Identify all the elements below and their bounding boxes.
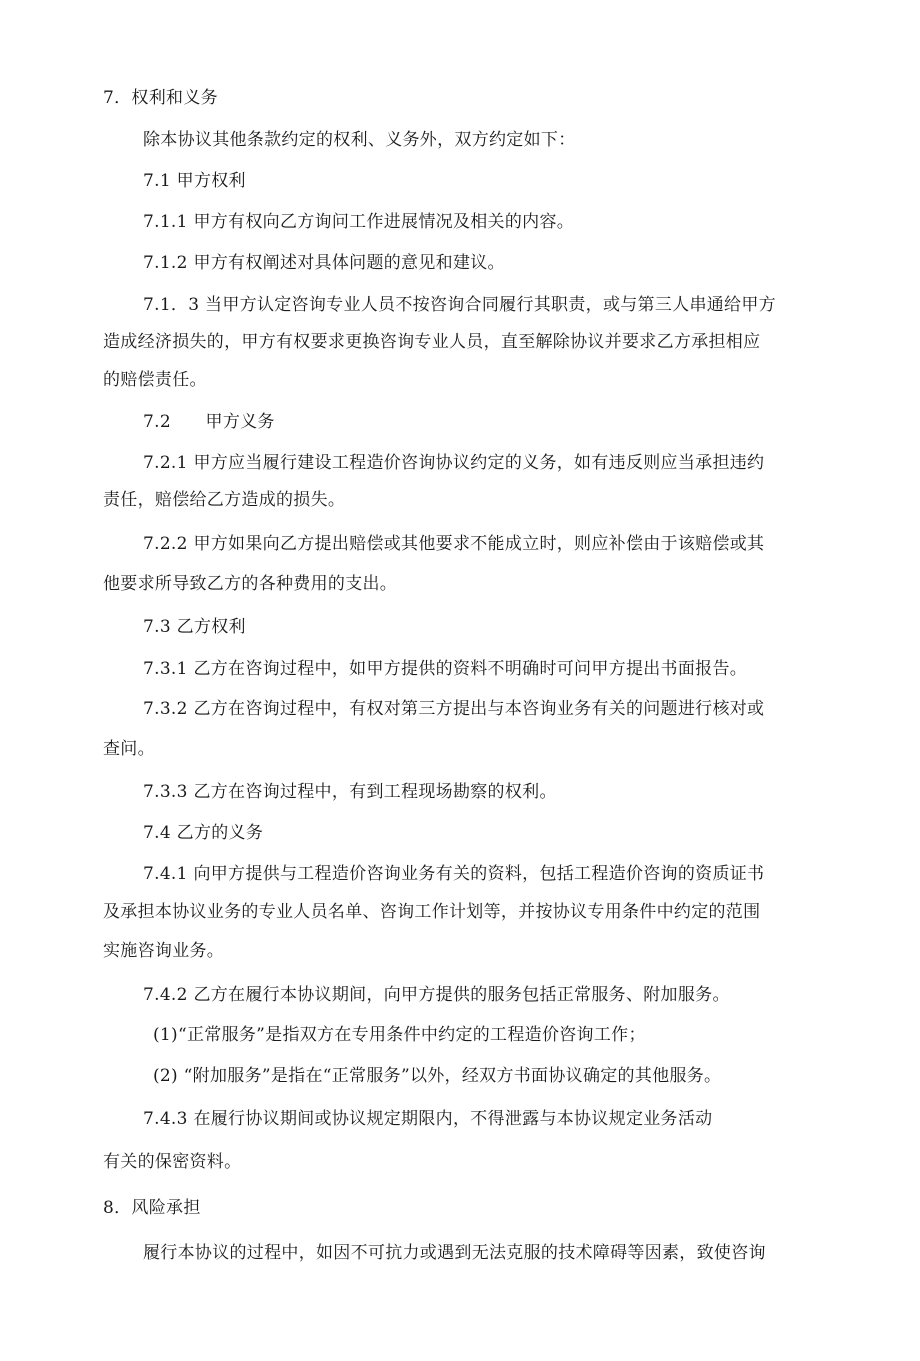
clause-7-3-heading: 7.3 乙方权利 — [143, 617, 246, 637]
clause-7-2-1-line-2: 责任，赔偿给乙方造成的损失。 — [103, 490, 346, 510]
clause-7-4-3-line-1: 7.4.3 在履行协议期间或协议规定期限内，不得泄露与本协议规定业务活动 — [143, 1109, 713, 1129]
clause-7-1-2: 7.1.2 甲方有权阐述对具体问题的意见和建议。 — [143, 253, 505, 273]
section-7-intro: 除本协议其他条款约定的权利、义务外，双方约定如下： — [143, 130, 576, 150]
clause-7-2-1-line-1: 7.2.1 甲方应当履行建设工程造价咨询协议约定的义务，如有违反则应当承担违约 — [143, 453, 765, 473]
section-8-heading: 8．风险承担 — [103, 1198, 201, 1218]
clause-7-2-heading: 7.2 甲方义务 — [143, 412, 275, 432]
clause-7-1-1: 7.1.1 甲方有权向乙方询问工作进展情况及相关的内容。 — [143, 212, 575, 232]
list-item-1: (1)“正常服务”是指双方在专用条件中约定的工程造价咨询工作； — [153, 1025, 646, 1045]
clause-7-4-1-line-3: 实施咨询业务。 — [103, 941, 225, 961]
clause-7-3-3: 7.3.3 乙方在咨询过程中，有到工程现场勘察的权利。 — [143, 782, 557, 802]
section-7-heading: 7．权利和义务 — [103, 88, 218, 108]
clause-7-1-3-line-3: 的赔偿责任。 — [103, 370, 207, 390]
clause-7-2-2-line-2: 他要求所导致乙方的各种费用的支出。 — [103, 574, 398, 594]
clause-7-4-3-line-2: 有关的保密资料。 — [103, 1152, 242, 1172]
clause-7-4-1-line-2: 及承担本协议业务的专业人员名单、咨询工作计划等，并按协议专用条件中约定的范围 — [103, 902, 761, 922]
clause-7-4-2: 7.4.2 乙方在履行本协议期间，向甲方提供的服务包括正常服务、附加服务。 — [143, 985, 730, 1005]
clause-7-1-3-line-2: 造成经济损失的，甲方有权要求更换咨询专业人员，直至解除协议并要求乙方承担相应 — [103, 332, 761, 352]
clause-7-3-2-line-1: 7.3.2 乙方在咨询过程中，有权对第三方提出与本咨询业务有关的问题进行核对或 — [143, 699, 765, 719]
clause-7-1-heading: 7.1 甲方权利 — [143, 171, 246, 191]
clause-7-1-3-line-1: 7.1．3 当甲方认定咨询专业人员不按咨询合同履行其职责，或与第三人串通给甲方 — [143, 295, 776, 315]
clause-7-2-2-line-1: 7.2.2 甲方如果向乙方提出赔偿或其他要求不能成立时，则应补偿由于该赔偿或其 — [143, 534, 765, 554]
clause-7-4-1-line-1: 7.4.1 向甲方提供与工程造价咨询业务有关的资料，包括工程造价咨询的资质证书 — [143, 864, 765, 884]
clause-7-4-heading: 7.4 乙方的义务 — [143, 823, 264, 843]
list-item-2: (2) “附加服务”是指在“正常服务”以外，经双方书面协议确定的其他服务。 — [153, 1066, 722, 1086]
clause-7-3-1: 7.3.1 乙方在咨询过程中，如甲方提供的资料不明确时可问甲方提出书面报告。 — [143, 659, 748, 679]
clause-7-3-2-line-2: 查问。 — [103, 739, 155, 759]
section-8-paragraph-1: 履行本协议的过程中，如因不可抗力或遇到无法克服的技术障碍等因素，致使咨询 — [143, 1243, 766, 1263]
